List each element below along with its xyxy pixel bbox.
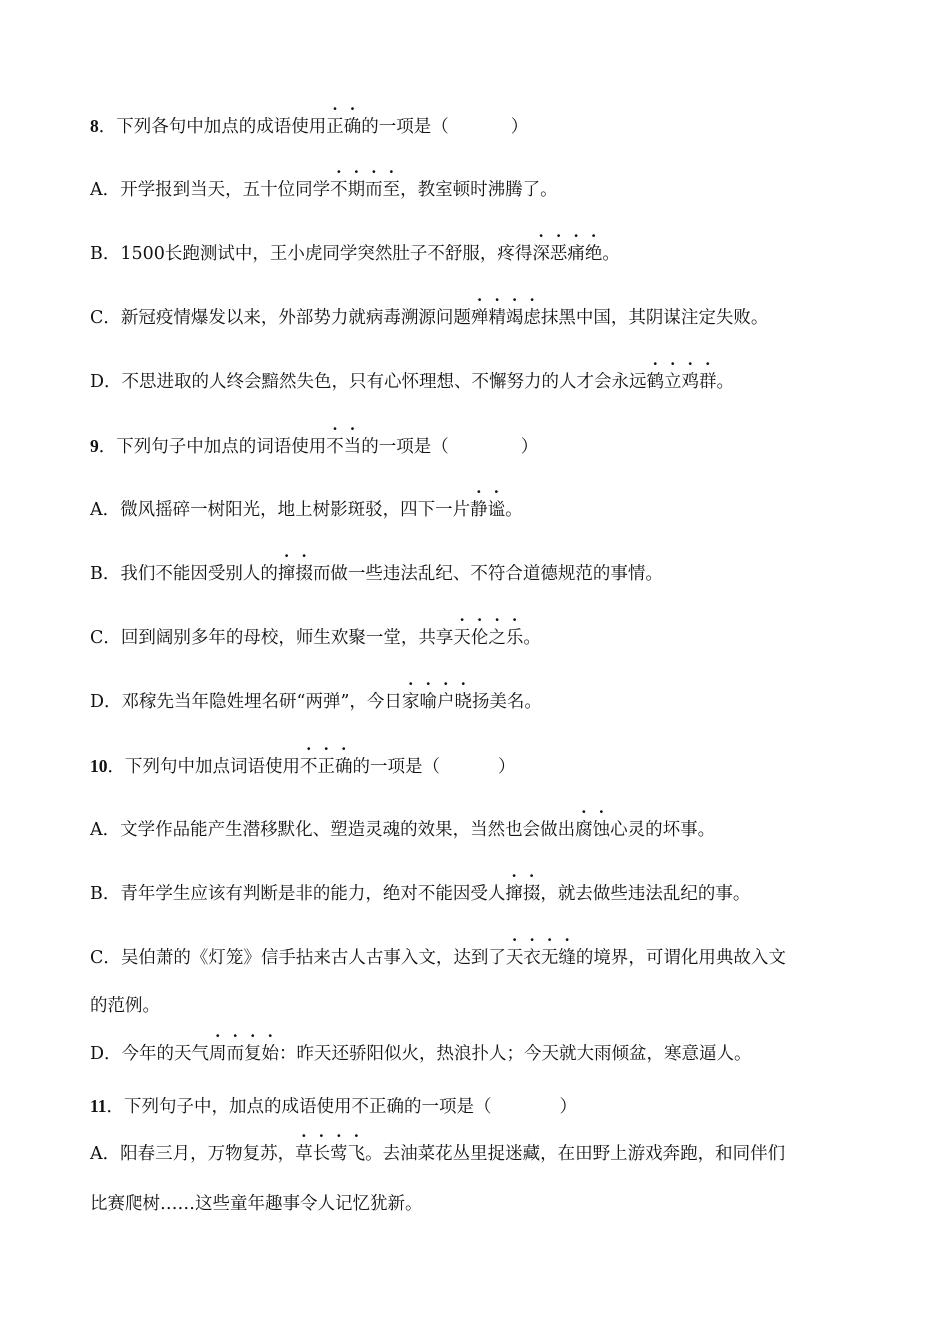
dotted-char: 不 — [300, 757, 318, 777]
option-text: 我们不能因受别人的 — [120, 564, 278, 584]
dotted-idiom — [575, 820, 610, 840]
option-text: 的范例。 — [90, 996, 160, 1016]
option-8b — [90, 242, 860, 266]
stem-text: ） — [520, 437, 539, 457]
option-11a-continuation — [90, 1192, 860, 1216]
dotted-char: 草 — [295, 1144, 313, 1164]
dotted-emphasis — [326, 437, 361, 457]
dotted-char: 喻 — [419, 692, 437, 712]
dotted-char: 群 — [699, 372, 717, 392]
dotted-char: 飞 — [347, 1144, 366, 1164]
dotted-char: 无 — [540, 948, 559, 968]
question-number: 10 — [90, 756, 108, 776]
option-text: 比赛爬树……这些童年趣事令人记忆犹新。 — [90, 1194, 423, 1214]
option-10b — [90, 882, 860, 906]
option-text: 1500长跑测试中，王小虎同学突然肚子不舒服，疼得 — [120, 244, 533, 264]
dotted-char: 不 — [330, 180, 348, 200]
stem-text: 的一项是（ — [361, 117, 449, 137]
option-text: 开学报到当天，五十位同学 — [120, 180, 331, 200]
question-8-stem — [90, 114, 860, 139]
dotted-idiom — [453, 628, 523, 648]
dotted-char: 谧 — [487, 500, 506, 520]
question-10-stem — [90, 754, 860, 779]
stem-text: ．下列各句中加点的成语使用 — [98, 117, 327, 137]
dotted-idiom — [470, 500, 505, 520]
stem-text: ．下列句子中加点的词语使用 — [98, 437, 327, 457]
option-label: C． — [90, 948, 121, 968]
dotted-char: 静 — [470, 500, 488, 520]
option-text: 吴伯萧的《灯笼》信手拈来古人古事入文，达到了 — [120, 948, 506, 968]
dotted-idiom — [505, 884, 540, 904]
option-11a — [90, 1142, 860, 1166]
option-text: 心灵的坏事。 — [610, 820, 716, 840]
dotted-idiom — [295, 1144, 365, 1164]
dotted-idiom — [402, 692, 472, 712]
stem-text: ） — [510, 117, 529, 137]
option-label: D． — [90, 372, 122, 392]
stem-text: 的一项是（ — [361, 437, 449, 457]
option-text: 阳春三月，万物复苏， — [120, 1144, 296, 1164]
stem-text: ） — [559, 1097, 578, 1117]
option-text: ，就去做些违法乱纪的事。 — [540, 884, 751, 904]
dotted-idiom — [506, 948, 576, 968]
option-10c-continuation — [90, 994, 860, 1018]
dotted-char: 缝 — [558, 948, 576, 968]
dotted-char: 深 — [532, 244, 550, 264]
dotted-char: 伦 — [470, 628, 489, 648]
option-9a — [90, 498, 860, 522]
dotted-char: 正 — [326, 117, 344, 137]
dotted-char: 天 — [505, 948, 524, 968]
option-8a — [90, 178, 860, 202]
option-8c — [90, 306, 860, 330]
option-text: 的境界，可谓化用典故入文 — [575, 948, 786, 968]
question-number: 11 — [90, 1096, 107, 1116]
option-label: A． — [90, 500, 121, 520]
dotted-char: 莺 — [330, 1144, 348, 1164]
dotted-char: 正 — [317, 757, 335, 777]
option-text: 今年的天气 — [121, 1044, 210, 1064]
option-10d — [90, 1042, 860, 1066]
option-8d — [90, 370, 860, 394]
dotted-char: 天 — [453, 628, 471, 648]
dotted-char: 当 — [343, 437, 362, 457]
option-text: 。去油菜花丛里捉迷藏，在田野上游戏奔跑，和同伴们 — [365, 1144, 786, 1164]
stem-text: ．下列句子中，加点的成语使用不正确的一项是（ — [106, 1097, 492, 1117]
dotted-emphasis — [326, 117, 361, 137]
dotted-char: 之 — [488, 628, 506, 648]
option-text: 回到阔别多年的母校，师生欢聚一堂，共享 — [120, 628, 454, 648]
question-number: 8 — [90, 116, 99, 136]
dotted-char: 鹤 — [646, 372, 665, 392]
option-text: ，教室顿时沸腾了。 — [400, 180, 558, 200]
dotted-char: 确 — [335, 757, 353, 777]
dotted-char: 虑 — [523, 308, 541, 328]
option-label: B． — [90, 564, 121, 584]
option-text: 。 — [716, 372, 735, 392]
option-text: 。 — [602, 244, 620, 264]
dotted-idiom — [532, 244, 602, 264]
dotted-char: 掇 — [295, 564, 313, 584]
dotted-char: 立 — [664, 372, 682, 392]
dotted-char: 痛 — [567, 244, 585, 264]
dotted-char: 期 — [347, 180, 366, 200]
option-text: 新冠疫情爆发以来，外部势力就病毒溯源问题 — [120, 308, 471, 328]
dotted-char: 撺 — [277, 564, 296, 584]
dotted-char: 确 — [343, 117, 362, 137]
dotted-char: 晓 — [454, 692, 472, 712]
dotted-char: 竭 — [505, 308, 524, 328]
dotted-idiom — [209, 1044, 279, 1064]
dotted-char: 复 — [244, 1044, 262, 1064]
dotted-char: 鸡 — [681, 372, 700, 392]
stem-text: ．下列句中加点词语使用 — [107, 757, 300, 777]
dotted-emphasis — [300, 757, 353, 777]
dotted-char: 而 — [365, 180, 383, 200]
question-9-stem — [90, 434, 860, 459]
dotted-char: 衣 — [523, 948, 541, 968]
option-text: 青年学生应该有判断是非的能力，绝对不能因受人 — [120, 884, 506, 904]
stem-text: ） — [498, 757, 516, 777]
dotted-idiom — [471, 308, 541, 328]
option-text: 邓稼先当年隐姓埋名研“两弹”，今日 — [121, 692, 402, 712]
dotted-char: 乐 — [505, 628, 524, 648]
dotted-char: 绝 — [584, 244, 603, 264]
option-label: B． — [90, 244, 121, 264]
option-label: A． — [90, 1144, 121, 1164]
option-text: 。 — [523, 628, 541, 648]
dotted-char: 而 — [226, 1044, 245, 1064]
dotted-char: 户 — [436, 692, 455, 712]
option-9c — [90, 626, 860, 650]
question-number: 9 — [90, 436, 99, 456]
option-text: 扬美名。 — [471, 692, 542, 712]
option-10c — [90, 946, 860, 970]
option-10a — [90, 818, 860, 842]
option-label: C． — [90, 628, 121, 648]
option-text: 微风摇碎一树阳光，地上树影斑驳，四下一片 — [120, 500, 471, 520]
option-label: A． — [90, 180, 121, 200]
stem-text: 的一项是（ — [352, 757, 440, 777]
option-9b — [90, 562, 860, 586]
dotted-idiom — [647, 372, 717, 392]
option-text: 文学作品能产生潜移默化、塑造灵魂的效果，当然也会做出 — [120, 820, 576, 840]
dotted-char: 长 — [312, 1144, 331, 1164]
dotted-char: 不 — [326, 437, 344, 457]
dotted-char: 始 — [261, 1044, 280, 1064]
dotted-char: 精 — [488, 308, 506, 328]
option-text: ：昨天还骄阳似火，热浪扑人；今天就大雨倾盆，寒意逼人。 — [279, 1044, 752, 1064]
question-11-stem — [90, 1094, 860, 1119]
option-label: A． — [90, 820, 121, 840]
option-label: B． — [90, 884, 121, 904]
option-label: D． — [90, 1044, 122, 1064]
dotted-char: 周 — [209, 1044, 227, 1064]
dotted-idiom — [278, 564, 313, 584]
option-text: 不思进取的人终会黯然失色，只有心怀理想、不懈努力的人才会永远 — [121, 372, 647, 392]
dotted-char: 至 — [382, 180, 401, 200]
dotted-char: 掇 — [522, 884, 541, 904]
dotted-char: 家 — [401, 692, 420, 712]
option-label: D． — [90, 692, 122, 712]
dotted-char: 殚 — [470, 308, 489, 328]
dotted-char: 腐 — [575, 820, 593, 840]
option-label: C． — [90, 308, 121, 328]
option-text: 。 — [505, 500, 523, 520]
dotted-char: 恶 — [549, 244, 568, 264]
dotted-char: 撺 — [505, 884, 523, 904]
dotted-char: 蚀 — [592, 820, 611, 840]
option-9d — [90, 690, 860, 714]
dotted-idiom — [330, 180, 400, 200]
option-text: 抹黑中国，其阴谋注定失败。 — [540, 308, 769, 328]
option-text: 而做一些违法乱纪、不符合道德规范的事情。 — [312, 564, 663, 584]
